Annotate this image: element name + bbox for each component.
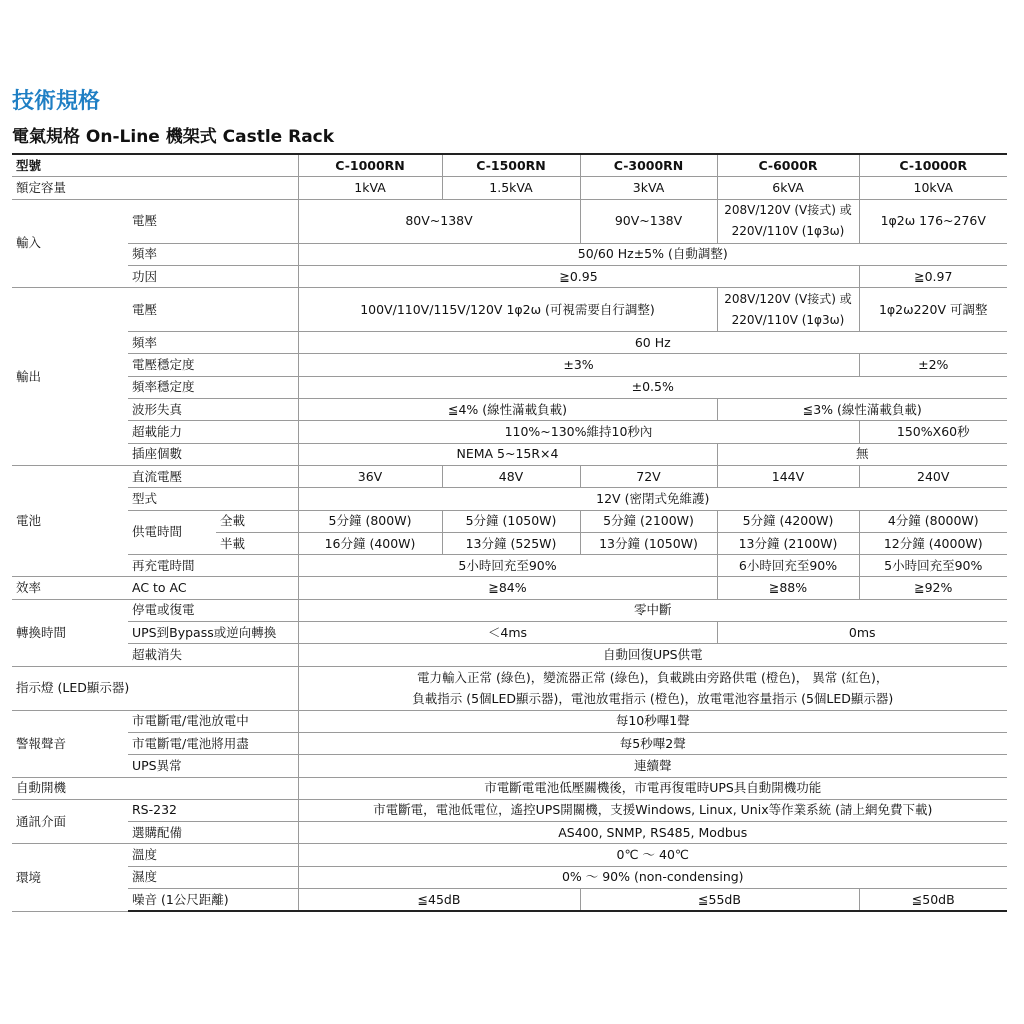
cell: ≦45dB (298, 889, 580, 912)
cell: 100V/110V/115V/120V 1φ2ω (可視需要自行調整) (298, 288, 717, 332)
table-row (12, 622, 1007, 644)
group-label-autostart: 自動開機 (12, 777, 298, 799)
cell: 0℃ ～ 40℃ (298, 844, 1007, 866)
cell: 60 Hz (298, 332, 1007, 354)
cell: 1φ2ω220V 可調整 (859, 288, 1007, 332)
row-label: 超載消失 (128, 644, 298, 666)
cell: 208V/120V (V接式) 或 220V/110V (1φ3ω) (717, 199, 859, 243)
section-subtitle: 電氣規格 On-Line 機架式 Castle Rack (12, 127, 335, 147)
cell: 13分鐘 (2100W) (717, 532, 859, 554)
table-row (12, 799, 1007, 821)
cell: ≧88% (717, 577, 859, 599)
cell: 6小時回充至90% (717, 555, 859, 577)
table-row (12, 421, 1007, 443)
model-c1500rn: C-1500RN (442, 154, 580, 177)
cell: 10kVA (859, 177, 1007, 199)
led-line-2: 負載指示 (5個LED顯示器)，電池放電指示 (橙色)，放電電池容量指示 (5個LED顯示器) (412, 691, 894, 707)
cell: 13分鐘 (525W) (442, 532, 580, 554)
cell: 72V (580, 465, 717, 487)
cell: 3kVA (580, 177, 717, 199)
group-label-comm: 通訊介面 (12, 799, 128, 844)
row-label: 濕度 (128, 866, 298, 888)
cell: 208V/120V (V接式) 或 220V/110V (1φ3ω) (717, 288, 859, 332)
cell: 1φ2ω 176~276V (859, 199, 1007, 243)
cell: 13分鐘 (1050W) (580, 532, 717, 554)
row-label: 市電斷電/電池放電中 (128, 710, 298, 732)
model-c3000rn: C-3000RN (580, 154, 717, 177)
table-row (12, 777, 1007, 799)
group-label-efficiency: 效率 (12, 577, 128, 599)
model-c6000r: C-6000R (717, 154, 859, 177)
cell: ±3% (298, 354, 859, 376)
page-title: 技術規格 (12, 89, 101, 114)
cell: 12分鐘 (4000W) (859, 532, 1007, 554)
cell: 16分鐘 (400W) (298, 532, 442, 554)
row-label: UPS到Bypass或逆向轉換 (128, 622, 298, 644)
cell: 市電斷電電池低壓關機後，市電再復電時UPS具自動開機功能 (298, 777, 1007, 799)
cell: 12V (密閉式免維護) (298, 488, 1007, 510)
cell: 每10秒嗶1聲 (298, 710, 1007, 732)
row-label-backup: 供電時間 (128, 510, 216, 555)
cell: ≧92% (859, 577, 1007, 599)
cell: 1.5kVA (442, 177, 580, 199)
row-label: 功因 (128, 265, 298, 287)
group-label-led: 指示燈 (LED顯示器) (12, 666, 298, 710)
row-label: 超載能力 (128, 421, 298, 443)
group-label-output: 輸出 (12, 288, 128, 466)
cell: NEMA 5~15R×4 (298, 443, 717, 465)
cell: 150%X60秒 (859, 421, 1007, 443)
cell: 80V~138V (298, 199, 580, 243)
row-label: 插座個數 (128, 443, 298, 465)
cell: ≦4% (線性滿載負載) (298, 399, 717, 421)
table-row (12, 866, 1007, 888)
table-row (12, 666, 1007, 710)
row-label: 頻率 (128, 243, 298, 265)
row-label: 電壓 (128, 288, 298, 332)
cell: 0% ～ 90% (non-condensing) (298, 866, 1007, 888)
table-row (12, 154, 1007, 177)
cell: 5分鐘 (4200W) (717, 510, 859, 532)
table-row (12, 265, 1007, 287)
cell: 48V (442, 465, 580, 487)
table-row (12, 889, 1007, 912)
cell: 5分鐘 (800W) (298, 510, 442, 532)
model-c1000rn: C-1000RN (298, 154, 442, 177)
cell: ＜4ms (298, 622, 717, 644)
cell: ±2% (859, 354, 1007, 376)
row-label: RS-232 (128, 799, 298, 821)
cell: 36V (298, 465, 442, 487)
cell: ≧0.97 (859, 265, 1007, 287)
table-row (12, 599, 1007, 621)
table-row (12, 844, 1007, 866)
model-c10000r: C-10000R (859, 154, 1007, 177)
cell: 240V (859, 465, 1007, 487)
cell: 1kVA (298, 177, 442, 199)
table-row (12, 710, 1007, 732)
table-row (12, 755, 1007, 777)
cell: 5分鐘 (2100W) (580, 510, 717, 532)
row-label: 停電或復電 (128, 599, 298, 621)
row-label: 選購配備 (128, 822, 298, 844)
cell: 0ms (717, 622, 1007, 644)
cell: 110%~130%維持10秒內 (298, 421, 859, 443)
led-line-1: 電力輸入正常 (綠色)，變流器正常 (綠色)，負載跳由旁路供電 (橙色)， 異常 (紅色)， (417, 670, 889, 686)
row-sublabel: 半載 (216, 532, 298, 554)
row-label: 波形失真 (128, 399, 298, 421)
cell: 4分鐘 (8000W) (859, 510, 1007, 532)
cell: ≧84% (298, 577, 717, 599)
cell: ≦50dB (859, 889, 1007, 912)
row-sublabel: 全載 (216, 510, 298, 532)
model-header-label: 型號 (12, 154, 298, 177)
row-label: 溫度 (128, 844, 298, 866)
table-row (12, 177, 1007, 199)
table-row (12, 510, 1007, 532)
cell: 5小時回充至90% (859, 555, 1007, 577)
table-row (12, 577, 1007, 599)
cell: AS400, SNMP, RS485, Modbus (298, 822, 1007, 844)
row-label: 頻率穩定度 (128, 376, 298, 398)
row-label: 電壓 (128, 199, 298, 243)
cell: 90V~138V (580, 199, 717, 243)
table-row (12, 822, 1007, 844)
table-row (12, 399, 1007, 421)
group-label-input: 輸入 (12, 199, 128, 288)
cell: ≧0.95 (298, 265, 859, 287)
cell: 零中斷 (298, 599, 1007, 621)
table-row (12, 555, 1007, 577)
cell: 5分鐘 (1050W) (442, 510, 580, 532)
row-label: 頻率 (128, 332, 298, 354)
led-description (298, 666, 1007, 710)
cell: 連續聲 (298, 755, 1007, 777)
cell: 市電斷電，電池低電位，遙控UPS開關機，支援Windows, Linux, Unix等作業系統 (請上網免費下載) (298, 799, 1007, 821)
group-label-env: 環境 (12, 844, 128, 911)
row-label: 型式 (128, 488, 298, 510)
cell: 無 (717, 443, 1007, 465)
cell: 144V (717, 465, 859, 487)
cell: ≦55dB (580, 889, 859, 912)
cell: 每5秒嗶2聲 (298, 732, 1007, 754)
cell: 50/60 Hz±5% (自動調整) (298, 243, 1007, 265)
cell: 6kVA (717, 177, 859, 199)
table-row (12, 465, 1007, 487)
row-label: 電壓穩定度 (128, 354, 298, 376)
table-row (12, 443, 1007, 465)
group-label-transfer: 轉換時間 (12, 599, 128, 666)
table-row (12, 732, 1007, 754)
table-row (12, 488, 1007, 510)
row-label: AC to AC (128, 577, 298, 599)
cell: ±0.5% (298, 376, 1007, 398)
table-row (12, 644, 1007, 666)
row-label: 市電斷電/電池將用盡 (128, 732, 298, 754)
row-label: 噪音 (1公尺距離) (128, 889, 298, 912)
table-row (12, 288, 1007, 332)
group-label-alarm: 警報聲音 (12, 710, 128, 777)
table-row (12, 354, 1007, 376)
row-label-rated: 額定容量 (12, 177, 298, 199)
row-label: 直流電壓 (128, 465, 298, 487)
group-label-battery: 電池 (12, 465, 128, 576)
spec-table (12, 153, 1007, 912)
table-row (12, 332, 1007, 354)
cell: ≦3% (線性滿載負載) (717, 399, 1007, 421)
row-label: 再充電時間 (128, 555, 298, 577)
cell: 自動回復UPS供電 (298, 644, 1007, 666)
table-row (12, 243, 1007, 265)
table-row (12, 376, 1007, 398)
row-label: UPS異常 (128, 755, 298, 777)
cell: 5小時回充至90% (298, 555, 717, 577)
table-row (12, 199, 1007, 243)
